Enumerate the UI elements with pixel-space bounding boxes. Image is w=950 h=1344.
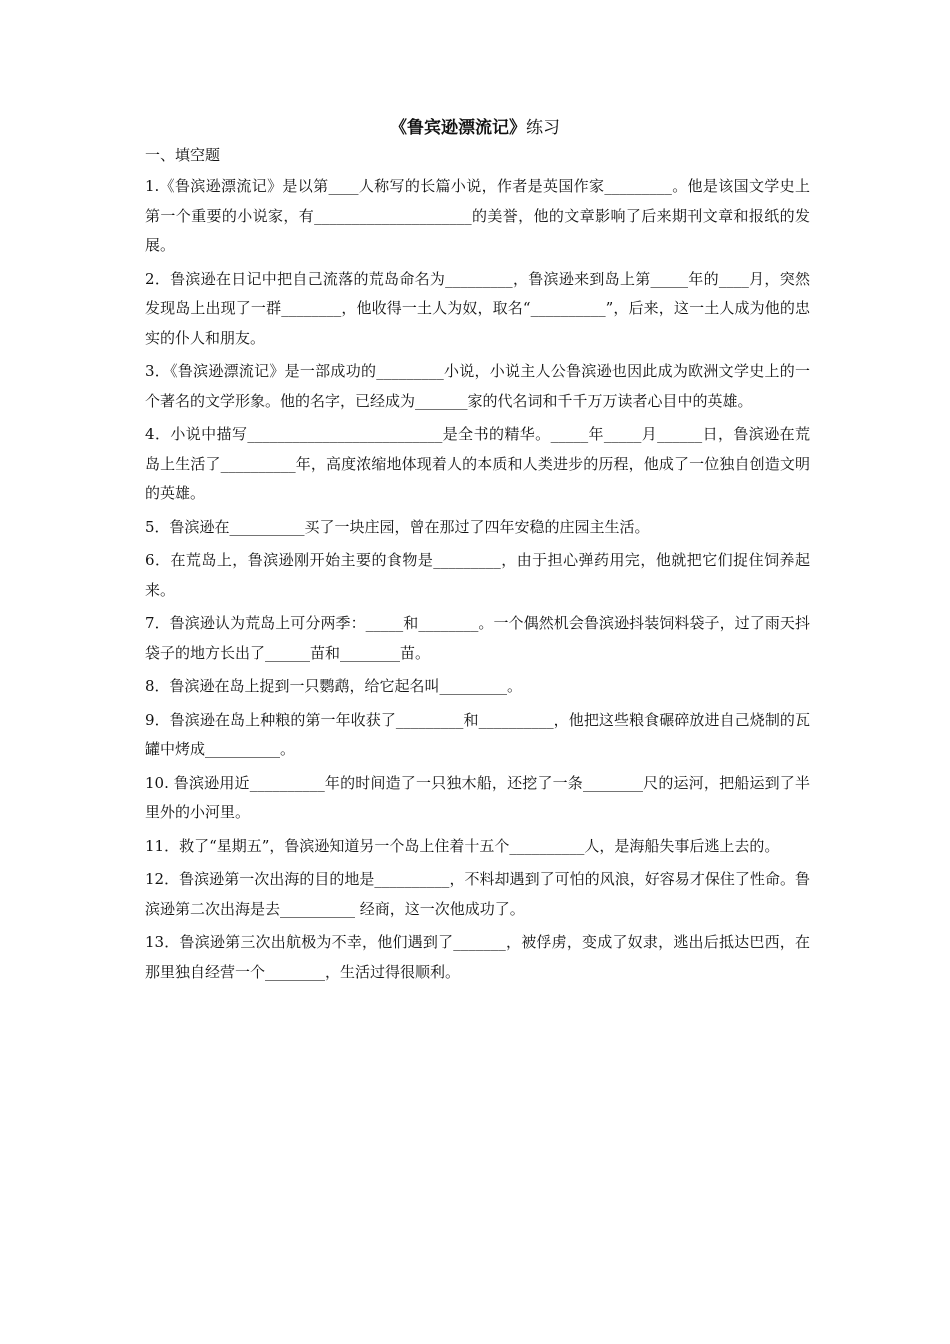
question-10: 10. 鲁滨逊用近__________年的时间造了一只独木船，还挖了一条________尺的运河，把船运到了半里外的小河里。 <box>145 773 810 821</box>
question-2: 2．鲁滨逊在日记中把自己流落的荒岛命名为_________，鲁滨逊来到岛上第_____年的____月，突然发现岛上出现了一群________，他收得一土人为奴，取名“__________”，后来，这一土人成为他的忠实的仆人和朋友。 <box>145 269 810 347</box>
question-1: 1.《鲁滨逊漂流记》是以第____人称写的长篇小说，作者是英国作家_________。他是该国文学史上第一个重要的小说家，有_____________________的美誉，他的文章影响了后来期刊文章和报纸的发展。 <box>145 177 810 254</box>
question-7: 7．鲁滨逊认为荒岛上可分两季：_____和________。一个偶然机会鲁滨逊抖装饲料袋子，过了雨天抖袋子的地方长出了______苗和________苗。 <box>145 614 810 662</box>
question-5: 5．鲁滨逊在__________买了一块庄园，曾在那过了四年安稳的庄园主生活。 <box>145 517 650 536</box>
question-12: 12．鲁滨逊第一次出海的目的地是__________，不料却遇到了可怕的风浪，好容易才保住了性命。鲁滨逊第二次出海是去__________ 经商，这一次他成功了。 <box>145 870 810 918</box>
question-8: 8．鲁滨逊在岛上捉到一只鹦鹉，给它起名叫_________。 <box>145 677 523 695</box>
title-main: 《鲁宾逊漂流记》 <box>390 118 526 138</box>
question-list <box>145 172 810 991</box>
section-heading: 一、填空题 <box>145 146 221 164</box>
question-11: 11．救了“星期五”，鲁滨逊知道另一个岛上住着十五个__________人，是海船失事后逃上去的。 <box>145 836 780 855</box>
title-suffix: 练习 <box>526 118 560 138</box>
question-9: 9．鲁滨逊在岛上种粮的第一年收获了_________和__________，他把这些粮食碾碎放进自己烧制的瓦罐中烤成__________。 <box>145 710 810 758</box>
page-title <box>0 116 950 140</box>
question-13: 13．鲁滨逊第三次出航极为不幸，他们遇到了_______，被俘虏，变成了奴隶，逃出后抵达巴西，在那里独自经营一个________，生活过得很顺利。 <box>145 933 810 981</box>
question-4: 4．小说中描写__________________________是全书的精华。_____年_____月______日，鲁滨逊在荒岛上生活了__________年，高度浓缩地体现着人的本质和人类进步的历程，他成了一位独自创造文明的英雄。 <box>145 425 810 502</box>
question-6: 6．在荒岛上，鲁滨逊刚开始主要的食物是_________，由于担心弹药用完，他就把它们捉住饲养起来。 <box>145 551 810 599</box>
question-3: 3．《鲁滨逊漂流记》是一部成功的_________小说，小说主人公鲁滨逊也因此成为欧洲文学史上的一个著名的文学形象。他的名字，已经成为_______家的代名词和千千万万读者心目中的英雄。 <box>145 362 810 410</box>
